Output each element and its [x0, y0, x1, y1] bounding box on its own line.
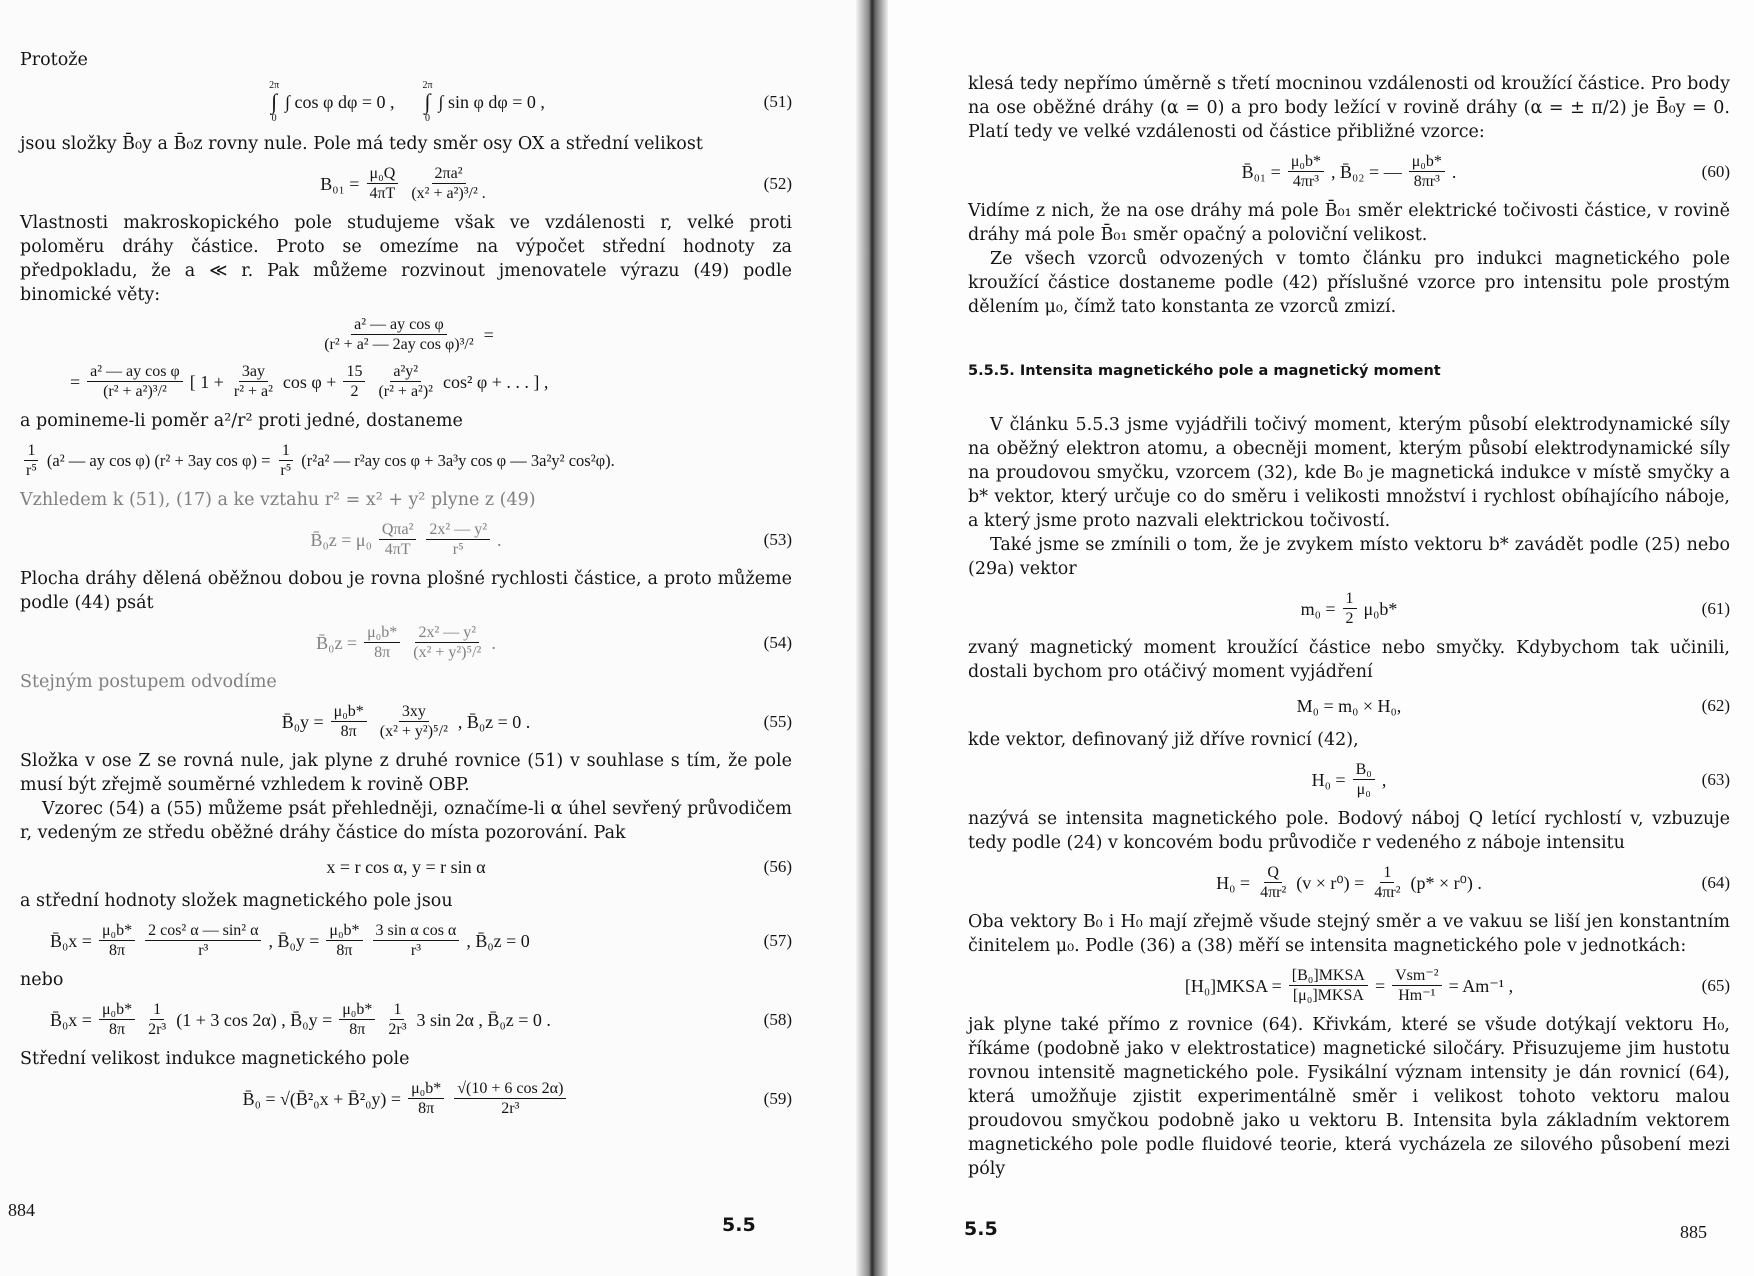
integral-sign-icon: 2π ∫ 0	[422, 80, 433, 124]
equation-number: (56)	[763, 857, 792, 876]
paragraph: kde vektor, definovaný již dříve rovnicí (42),	[968, 730, 1359, 750]
equation-number: (51)	[763, 92, 792, 111]
fraction: $\frac{3ay}{\text{r² + a²}}$	[233, 363, 273, 400]
equation-58: B̄₀x = $\frac{\text{μ₀b*}}{8\pi}$ $\frac{1}{\text{2r³}}$ (1 + 3 cos 2α) , B̄₀y = $\frac{\text{μ₀b*}}{8\pi}$ $\frac{1}{\text{2r³}}$ 3 sin 2α , B̄₀z = 0 . (58)	[50, 1001, 792, 1038]
paragraph: Oba vektory B₀ i H₀ mají zřejmě všude stejný směr a ve vakuu se liší jen konstantním činitelem μ₀. Podle (36) a (38) měří se intensita magnetického pole v jednotkách:	[968, 912, 1730, 956]
fraction: $\frac{1}{2}$	[1343, 589, 1357, 628]
fraction: $\frac{\text{a²y²}}{\text{(r² + a²)²}}$	[378, 363, 433, 400]
paragraph: Také jsme se zmínili o tom, že je zvykem místo vektoru b* zavádět podle (25) nebo (29a) vektor	[968, 535, 1730, 579]
paragraph: Vzhledem k (51), (17) a ke vztahu r² = x² + y² plyne z (49)	[20, 490, 536, 510]
equation-65: [H₀]MKSA = $\frac{\text{[B₀]MKSA}}{\text{[μ₀]MKSA}}$ = $\frac{\text{Vsm⁻²}}{\text{Hm⁻¹}}$ = Am⁻¹ , (65)	[1184, 967, 1730, 1004]
paragraph: Stejným postupem odvodíme	[20, 672, 277, 692]
section-heading: 5.5.5. Intensita magnetického pole a magnetický moment	[968, 363, 1441, 379]
equation-62: M₀ = m₀ × H₀, (62)	[1296, 696, 1730, 716]
paragraph: Složka v ose Z se rovná nule, jak plyne z druhé rovnice (51) v souhlase s tím, že pole musí být zřejmě souměrné vzhledem k rovině OBP.	[20, 751, 792, 795]
word-nebo: nebo	[20, 970, 64, 990]
fraction: $\frac{1}{\text{4πr²}}$	[1374, 864, 1401, 901]
equation-number: (52)	[763, 173, 792, 193]
fraction: $\frac{\text{B₀}}{\text{μ₀}}$	[1353, 760, 1375, 799]
paragraph: Vzorec (54) a (55) můžeme psát přehledněji, označíme-li α úhel sevřený průvodičem r, vedeným ze středu oběžné dráhy částice do místa pozorování. Pak	[20, 799, 792, 843]
fraction: $\frac{1}{\text{2r³}}$	[148, 1001, 167, 1038]
fraction: $\frac{\text{μ₀b*}}{8\pi}$	[339, 1000, 375, 1039]
fraction: $\frac{\text{μ₀b*}}{\text{8πr³}}$	[1409, 152, 1445, 191]
fraction: $\frac{\text{3 sin α cos α}}{\text{r³}}$	[373, 921, 460, 960]
equation-number: (57)	[763, 930, 792, 950]
paragraph: a střední hodnoty složek magnetického pole jsou	[20, 891, 453, 911]
equation-53: B̄₀z = μ₀ $\frac{\text{Qπa²}}{4\pi T}$ $\frac{\text{2x² — y²}}{\text{r⁵}}$ . (53)	[310, 521, 792, 558]
paragraph: zvaný magnetický moment kroužící částice nebo smyčky. Kdybychom tak učinili, dostali bychom pro otáčivý moment vyjádření	[968, 638, 1730, 682]
fraction: $\frac{\text{2x² — y²}}{\text{r⁵}}$	[426, 520, 490, 559]
fraction: $\frac{\text{μ₀b*}}{\text{4πr³}}$	[1288, 152, 1324, 191]
equation-55: B̄₀y = $\frac{\text{μ₀b*}}{8\pi}$ $\frac{3xy}{\text{(x² + y²)⁵/²}}$ , B̄₀z = 0 . (55)	[281, 703, 792, 740]
fraction: $\frac{1}{\text{r⁵}}$	[280, 442, 292, 479]
left-column	[20, 48, 792, 1126]
fraction: $\frac{15}{2}$	[343, 362, 365, 401]
right-page	[872, 0, 1754, 1276]
paragraph: Plocha dráhy dělená oběžnou dobou je rovna plošné rychlosti částice, a proto můžeme podle (44) psát	[20, 569, 792, 613]
page-number: 885	[1680, 1222, 1707, 1242]
equation-number: (54)	[763, 632, 792, 652]
fraction: $\frac{√(10 + 6 \cos 2\alpha)}{\text{2r³}}$	[454, 1079, 566, 1118]
equation-52: B₀₁ = $\frac{\text{μ₀Q}}{4\pi T}$ $\frac{\text{2πa²}}{\text{(x² + a²)³/² .}}$ (52)	[320, 165, 792, 202]
paragraph: V článku 5.5.3 jsme vyjádřili točivý moment, kterým působí elektrodynamické síly na oběžný elektron atomu, a obecněji moment, kterým působí elektrodynamické síly na proudovou smyčku, vzorcem (32), kde B₀ je magnetická indukce v místě smyčky a b* vektor, který určuje co do směru i velikosti množství i rychlost obíhajícího náboje, a který jsme proto nazvali elektrickou točivostí.	[968, 415, 1730, 531]
section-mark: 5.5	[964, 1218, 998, 1240]
paragraph: Střední velikost indukce magnetického pole	[20, 1049, 410, 1069]
equation-64: H₀ = $\frac{Q}{\text{4πr²}}$ (v × r⁰) = $\frac{1}{\text{4πr²}}$ (p* × r⁰) . (64)	[1216, 864, 1730, 901]
equation-60: B̄₀₁ = $\frac{\text{μ₀b*}}{\text{4πr³}}$ , B̄₀₂ = — $\frac{\text{μ₀b*}}{\text{8πr³}}$ . (60)	[1241, 153, 1730, 190]
fraction: $\frac{\text{μ₀b*}}{8\pi}$	[331, 702, 367, 741]
equation-57: B̄₀x = $\frac{\text{μ₀b*}}{8\pi}$ $\frac{\text{2 cos² α — sin² α}}{\text{r³}}$ , B̄₀y = $\frac{\text{μ₀b*}}{8\pi}$ $\frac{\text{3 sin α cos α}}{\text{r³}}$ , B̄₀z = 0 (57)	[50, 922, 792, 959]
equation-54: B̄₀z = $\frac{\text{μ₀b*}}{8\pi}$ $\frac{\text{2x² — y²}}{\text{(x² + y²)⁵/²}}$ . (54)	[316, 624, 792, 661]
paragraph: jsou složky B̄₀y a B̄₀z rovny nule. Pole má tedy směr osy OX a střední velikost	[20, 134, 703, 154]
paragraph: Ze všech vzorců odvozených v tomto článku pro indukci magnetického pole kroužící částice dostaneme podle (42) příslušné vzorce pro intensitu pole prostým dělením μ₀, čímž tato konstanta ze vzorců zmizí.	[968, 249, 1730, 317]
equation-56: x = r cos α, y = r sin α (56)	[326, 857, 792, 877]
fraction: $\frac{1}{\text{2r³}}$	[388, 1001, 407, 1038]
fraction: $\frac{\text{2x² — y²}}{\text{(x² + y²)⁵/²}}$	[413, 624, 482, 661]
section-mark: 5.5	[722, 1214, 756, 1236]
fraction: $\frac{Q}{\text{4πr²}}$	[1260, 864, 1287, 901]
equation-number: (58)	[763, 1009, 792, 1029]
paragraph: Vlastnosti makroskopického pole studujeme však ve vzdálenosti r, velké proti poloměru dráhy částice. Proto se omezíme na výpočet střední hodnoty za předpokladu, že a ≪ r. Pak můžeme rozvinout jmenovatele výrazu (49) podle binomické věty:	[20, 213, 792, 305]
left-page	[0, 0, 872, 1276]
page-number: 884	[8, 1200, 35, 1220]
fraction: $\frac{\text{μ₀b*}}{8\pi}$	[99, 921, 135, 960]
fraction: $\frac{\text{[B₀]MKSA}}{\text{[μ₀]MKSA}}$	[1289, 966, 1368, 1005]
fraction: $\frac{\text{μ₀b*}}{8\pi}$	[326, 921, 362, 960]
fraction: $\frac{\text{a² — ay cos φ}}{\text{(r² + a² — 2ay cos φ)³/²}}$	[324, 316, 474, 353]
right-column	[968, 72, 1730, 1181]
equation-51	[20, 80, 792, 124]
equation-number: (60)	[1701, 161, 1730, 181]
equation-number: (55)	[763, 711, 792, 731]
integral-sign-icon: 2π ∫ 0	[269, 80, 280, 124]
paragraph: nazývá se intensita magnetického pole. Bodový náboj Q letící rychlostí v, vzbuzuje tedy podle (24) v koncovém bodu průvodiče r vedeného z náboje intensitu	[968, 809, 1730, 853]
paragraph: klesá tedy nepřímo úměrně s třetí mocninou vzdálenosti od kroužící částice. Pro body na ose oběžné dráhy (α = 0) a pro body ležící v rovině dráhy (α = ± π/2) je B̄₀y = 0. Platí tedy ve velké vzdálenosti od částice přibližné vzorce:	[968, 74, 1730, 142]
fraction: $\frac{\text{Vsm⁻²}}{\text{Hm⁻¹}}$	[1392, 966, 1441, 1005]
book-spine-shadow	[856, 0, 888, 1276]
equation-expansion: = $\frac{\text{a² — ay cos φ}}{\text{(r² + a²)³/²}}$ [ 1 + $\frac{3ay}{\text{r² + a²}}$ cos φ + $\frac{15}{2}$ $\frac{\text{a²y²}}{\text{(r² + a²)²}}$ cos² φ + . . . ] ,	[70, 363, 549, 400]
fraction: $\frac{3xy}{\text{(x² + y²)⁵/²}}$	[379, 703, 448, 740]
equation-number: (63)	[1701, 769, 1730, 789]
equation-number: (65)	[1701, 975, 1730, 995]
equation-number: (62)	[1701, 696, 1730, 715]
fraction: $\frac{\text{2πa²}}{\text{(x² + a²)³/² .}}$	[411, 165, 486, 202]
intro-word: Protože	[20, 50, 88, 70]
fraction: $\frac{\text{μ₀Q}}{4\pi T}$	[366, 164, 398, 203]
paragraph: a pomineme-li poměr a²/r² proti jedné, dostaneme	[20, 411, 463, 431]
equation-number: (53)	[763, 529, 792, 549]
equation-product: $\frac{1}{\text{r⁵}}$ (a² — ay cos φ) (r² + 3ay cos φ) = $\frac{1}{\text{r⁵}}$ (r²a² — r²ay cos φ + 3a³y cos φ — 3a²y² cos²φ).	[20, 441, 792, 480]
fraction: $\frac{1}{\text{r⁵}}$	[26, 442, 37, 479]
equation-number: (61)	[1701, 598, 1730, 618]
eq51-part-b: ∫ sin φ dφ = 0 ,	[438, 92, 545, 112]
equation-number: (59)	[763, 1088, 792, 1108]
fraction: $\frac{\text{a² — ay cos φ}}{\text{(r² + a²)³/²}}$	[87, 362, 183, 401]
equation-number: (64)	[1701, 872, 1730, 892]
equation-59: B̄₀ = √(B̄²₀x + B̄²₀y) = $\frac{\text{μ₀b*}}{8\pi}$ $\frac{√(10 + 6 \cos 2\alpha)}{\text{2r³}}$ (59)	[242, 1080, 792, 1117]
equation-61: m₀ = $\frac{1}{2}$ μ₀b* (61)	[1300, 590, 1730, 627]
fraction: $\frac{\text{Qπa²}}{4\pi T}$	[379, 520, 417, 559]
eq51-part-a: ∫ cos φ dφ = 0 ,	[285, 92, 395, 112]
paragraph: Vidíme z nich, že na ose dráhy má pole B̄₀₁ směr elektrické točivosti částice, v rovině dráhy má pole B̄₀₁ směr opačný a poloviční velikost.	[968, 201, 1730, 245]
fraction: $\frac{\text{μ₀b*}}{8\pi}$	[364, 623, 400, 662]
fraction: $\frac{\text{μ₀b*}}{8\pi}$	[99, 1000, 135, 1039]
fraction: $\frac{\text{μ₀b*}}{8\pi}$	[408, 1079, 444, 1118]
fraction: $\frac{\text{2 cos² α — sin² α}}{\text{r³}}$	[145, 921, 261, 960]
equation-expansion-top: $\frac{\text{a² — ay cos φ}}{\text{(r² + a² — 2ay cos φ)³/²}}$ =	[20, 315, 792, 354]
paragraph: jak plyne také přímo z rovnice (64). Křivkám, které se všude dotýkají vektoru H₀, říkáme (podobně jako v elektrostatice) magnetické siločáry. Přisuzujeme jim hustotu rovnou intensitě magnetického pole. Fysikální význam intensity je dán rovnicí (64), která umožňuje zjistit experimentálně směr i velikost tohoto vektoru malou proudovou smyčkou podobně jako u vektoru B. Intensita byla základním vektorem magnetického pole podle fluidové teorie, která vycházela ze silového působení mezi póly	[968, 1015, 1730, 1179]
equation-63: H₀ = $\frac{\text{B₀}}{\text{μ₀}}$ , (63)	[1311, 761, 1730, 798]
